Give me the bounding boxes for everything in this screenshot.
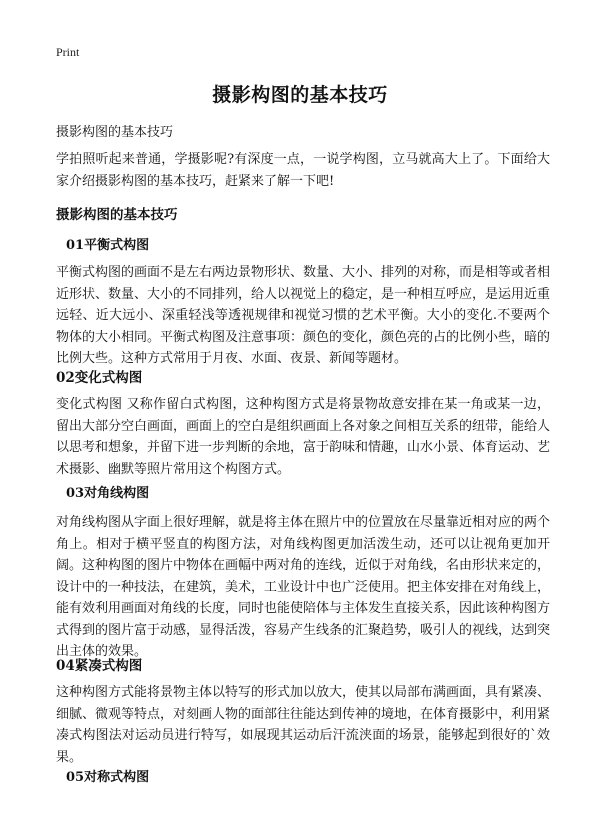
article-title: 摄影构图的基本技巧 <box>212 84 388 106</box>
section-heading-diagonal: 03对角线构图 <box>66 486 150 501</box>
section-heading: 摄影构图的基本技巧 <box>56 207 178 223</box>
section-heading-variation: 02变化式构图 <box>56 370 143 386</box>
section-heading-symmetric: 05对称式构图 <box>66 770 150 785</box>
article-subtitle: 摄影构图的基本技巧 <box>56 125 174 140</box>
section-heading-balance: 01平衡式构图 <box>66 238 150 253</box>
intro-paragraph: 学拍照听起来普通，学摄影呢?有深度一点，一说学构图，立马就高大上了。下面给大家介绍摄影构图的基本技巧，赶紧来了解一下吧! <box>56 152 550 189</box>
section-heading-compact: 04紧凑式构图 <box>56 658 143 674</box>
section-body-balance: 平衡式构图的画面不是左右两边景物形状、数量、大小、排列的对称，而是相等或者相近形状、数量、大小的不同排列，给人以视觉上的稳定，是一种相互呼应，是运用近重远轻、近大远小、深重轻浅等透视规律和视觉习惯的艺术平衡。大小的变化.不要两个物体的大小相同。平衡式构图及注意事项：颜色的变化，颜色亮的占的比例小些，暗的比例大些。这种方式常用于月夜、水面、夜景、新闻等题材。 <box>56 265 551 366</box>
section-body-compact: 这种构图方式能将景物主体以特写的形式加以放大，使其以局部布满画面，具有紧凑、细腻、微观等特点，对刻画人物的面部往往能达到传神的境地，在体育摄影中，利用紧凑式构图法对运动员进行特写，如展现其运动后汗流浃面的场景，能够起到很好的`效果。 <box>56 685 551 765</box>
section-body-diagonal: 对角线构图从字面上很好理解，就是将主体在照片中的位置放在尽量靠近相对应的两个角上。相对于横平竖直的构图方法，对角线构图更加活泼生动，还可以让视角更加开阔。这种构图的图片中物体在画幅中两对角的连线，近似于对角线，名由形状来定的，设计中的一种技法，在建筑，美术，工业设计中也广泛使用。把主体安排在对角线上，能有效利用画面对角线的长度，同时也能使陪体与主体发生直接关系，因此该种构图方式得到的图片富于动感，显得活泼，容易产生线条的汇聚趋势，吸引人的视线，达到突出主体的效果。 <box>56 515 551 659</box>
print-link[interactable]: Print <box>56 45 80 59</box>
section-body-variation: 变化式构图 又称作留白式构图，这种构图方式是将景物故意安排在某一角或某一边，留出大部分空白画面，画面上的空白是组织画面上各对象之间相互关系的纽带，能给人以思考和想象，并留下进一步判断的余地，富于韵味和情趣，山水小景、体育运动、艺术摄影、幽默等照片常用这个构图方式。 <box>56 397 551 477</box>
